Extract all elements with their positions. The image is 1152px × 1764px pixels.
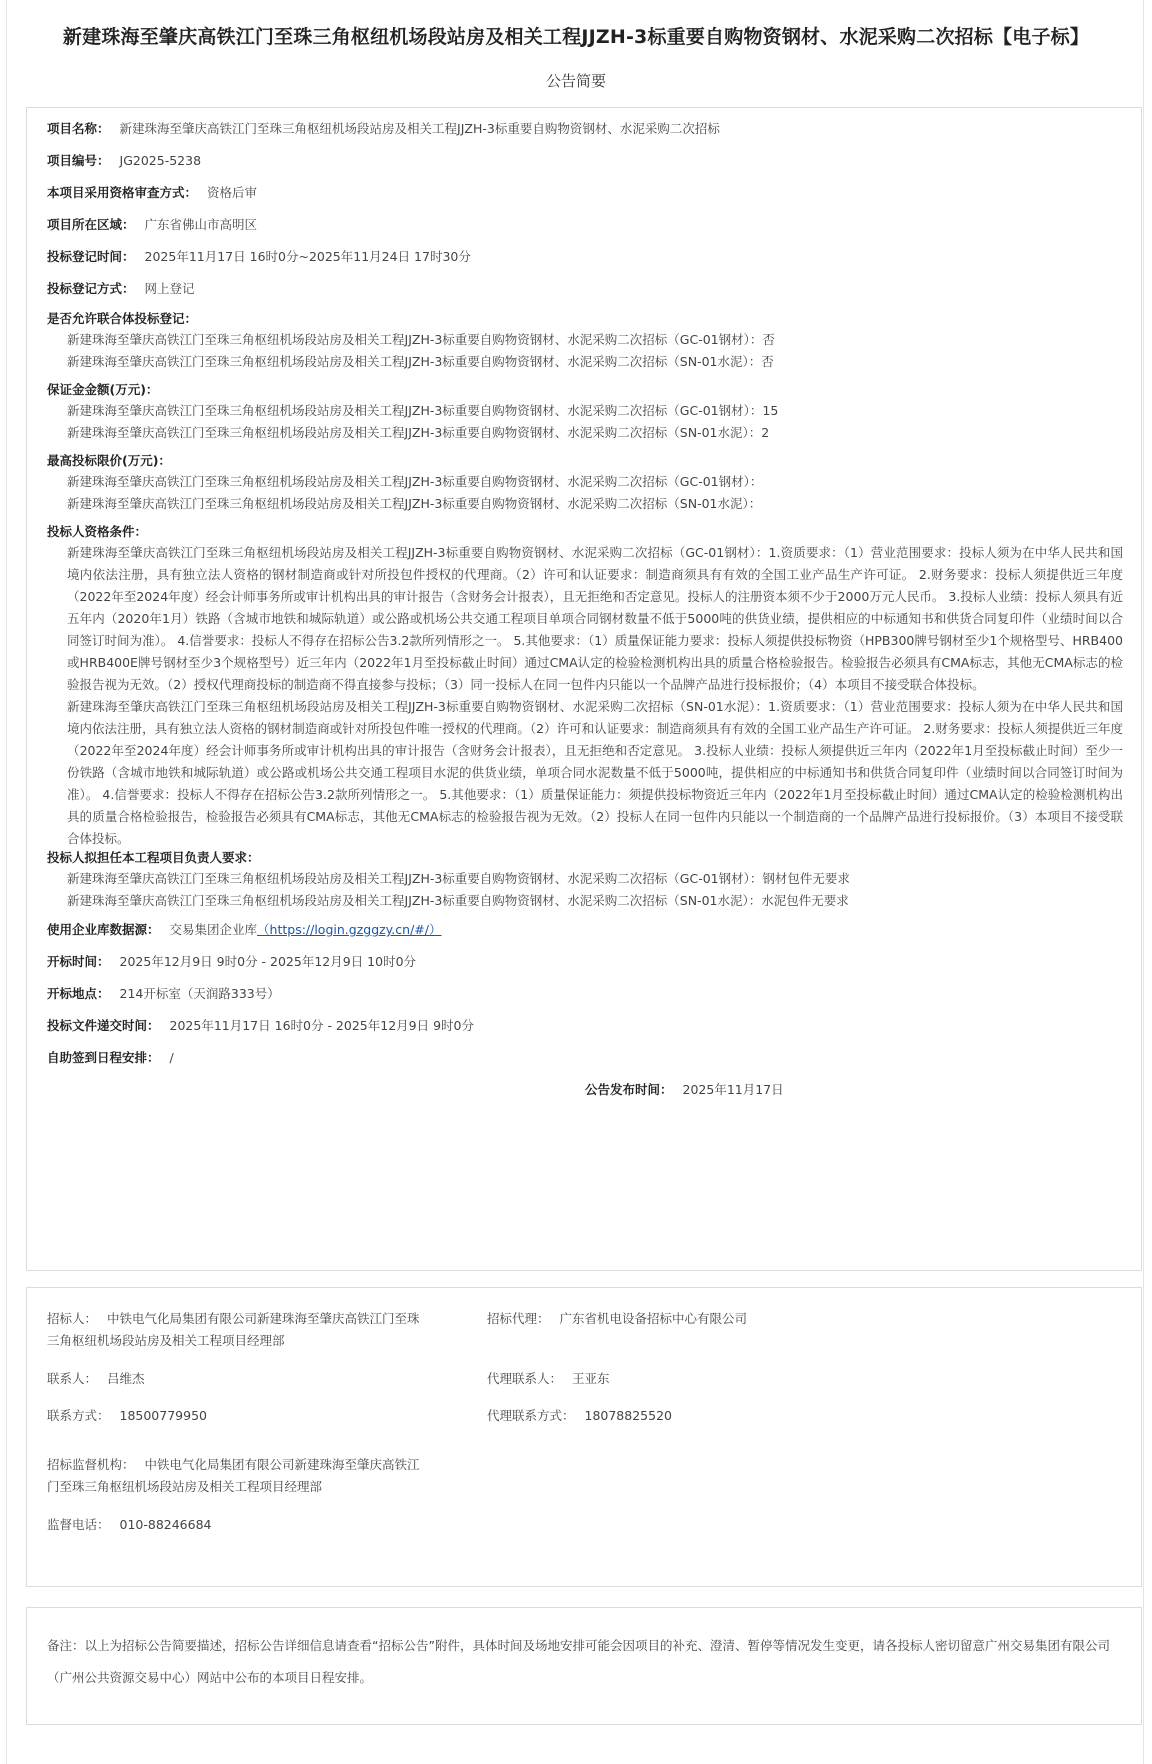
submit-time-row bbox=[47, 1016, 474, 1034]
summary-panel bbox=[26, 107, 1142, 1271]
open-place-value: 214开标室（天润路333号） bbox=[119, 986, 280, 1001]
project-no-value: JG2025-5238 bbox=[119, 153, 202, 168]
tenderer bbox=[47, 1308, 467, 1352]
signin-row bbox=[47, 1048, 174, 1066]
open-place-label: 开标地点： bbox=[47, 986, 110, 1001]
contact-label: 联系人： bbox=[47, 1371, 98, 1386]
contacts-panel bbox=[26, 1287, 1142, 1587]
phone-label: 联系方式： bbox=[47, 1408, 110, 1423]
contact-value: 吕维杰 bbox=[107, 1371, 145, 1386]
submit-time-value: 2025年11月17日 16时0分 - 2025年12月9日 9时0分 bbox=[169, 1018, 474, 1033]
signin-value: / bbox=[169, 1050, 174, 1065]
publish-value: 2025年11月17日 bbox=[682, 1082, 784, 1097]
agent-contact-label: 代理联系人： bbox=[487, 1371, 563, 1386]
region-row bbox=[47, 215, 257, 233]
register-method-value: 网上登记 bbox=[144, 281, 195, 296]
qualification-review-row bbox=[47, 183, 257, 201]
note-panel bbox=[26, 1607, 1142, 1725]
open-time-label: 开标时间： bbox=[47, 954, 110, 969]
supervisor-phone-value: 010-88246684 bbox=[119, 1517, 212, 1532]
supervisor-phone bbox=[47, 1514, 212, 1536]
pm-requirement-label: 投标人拟担任本工程项目负责人要求： bbox=[47, 850, 260, 865]
max-price-item: 新建珠海至肇庆高铁江门至珠三角枢纽机场段站房及相关工程JJZH-3标重要自购物资钢材、水泥采购二次招标（SN-01水泥）： bbox=[67, 496, 762, 511]
supervisor-phone-label: 监督电话： bbox=[47, 1517, 110, 1532]
tenderer-value-line1: 中铁电气化局集团有限公司新建珠海至肇庆高铁江门至珠 bbox=[107, 1311, 420, 1326]
pm-requirement-item: 新建珠海至肇庆高铁江门至珠三角枢纽机场段站房及相关工程JJZH-3标重要自购物资钢材、水泥采购二次招标（SN-01水泥）：水泥包件无要求 bbox=[67, 893, 849, 908]
supervisor-value-line1: 中铁电气化局集团有限公司新建珠海至肇庆高铁江 bbox=[144, 1457, 420, 1472]
agent-contact-value: 王亚东 bbox=[572, 1371, 610, 1386]
submit-time-label: 投标文件递交时间： bbox=[47, 1018, 160, 1033]
register-time-value: 2025年11月17日 16时0分~2025年11月24日 17时30分 bbox=[144, 249, 471, 264]
supervisor-label: 招标监督机构： bbox=[47, 1457, 135, 1472]
note-text: 备注：以上为招标公告简要描述，招标公告详细信息请查看“招标公告”附件，具体时间及场地安排可能会因项目的补充、澄清、暂停等情况发生变更，请各投标人密切留意广州交易集团有限公司（广州公共资源交易中心）网站中公布的本项目日程安排。 bbox=[47, 1638, 1110, 1685]
agent-value: 广东省机电设备招标中心有限公司 bbox=[559, 1311, 748, 1326]
consortium-block bbox=[47, 309, 1123, 373]
pm-requirement-block bbox=[47, 848, 1123, 912]
agent-phone-value: 18078825520 bbox=[584, 1408, 672, 1423]
project-no-label: 项目编号： bbox=[47, 153, 110, 168]
bidder-qualification-block bbox=[47, 522, 1123, 850]
agent bbox=[487, 1308, 747, 1330]
deposit-item: 新建珠海至肇庆高铁江门至珠三角枢纽机场段站房及相关工程JJZH-3标重要自购物资钢材、水泥采购二次招标（GC-01钢材）：15 bbox=[67, 403, 779, 418]
publish-label: 公告发布时间： bbox=[585, 1082, 673, 1097]
db-source-value: 交易集团企业库 bbox=[169, 922, 258, 937]
supervisor-value-line2: 门至珠三角枢纽机场段站房及相关工程项目经理部 bbox=[47, 1479, 323, 1494]
open-time-value: 2025年12月9日 9时0分 - 2025年12月9日 10时0分 bbox=[119, 954, 417, 969]
qualification-review-label: 本项目采用资格审查方式： bbox=[47, 185, 198, 200]
pm-requirement-item: 新建珠海至肇庆高铁江门至珠三角枢纽机场段站房及相关工程JJZH-3标重要自购物资钢材、水泥采购二次招标（GC-01钢材）：钢材包件无要求 bbox=[67, 871, 850, 886]
db-source-label: 使用企业库数据源： bbox=[47, 922, 160, 937]
qualification-review-value: 资格后审 bbox=[207, 185, 258, 200]
deposit-item: 新建珠海至肇庆高铁江门至珠三角枢纽机场段站房及相关工程JJZH-3标重要自购物资钢材、水泥采购二次招标（SN-01水泥）：2 bbox=[67, 425, 770, 440]
db-source-row bbox=[47, 920, 441, 938]
bidder-qualification-item: 新建珠海至肇庆高铁江门至珠三角枢纽机场段站房及相关工程JJZH-3标重要自购物资钢材、水泥采购二次招标（GC-01钢材）：1.资质要求：（1）营业范围要求：投标人须为在中华人民共和国境内依法注册，具有独立法人资格的钢材制造商或针对所投包件授权的代理商。（2）许可和认证要求：制造商须具有有效的全国工业产品生产许可证。 2.财务要求：投标人须提供近三年度（2022年至2024年度）经会计师事务所或审计机构出具的审计报告（含财务会计报表），且无拒绝和否定意见。投标人的注册资本须不少于2000万元人民币。 3.投标人业绩：投标人须具有近五年内（2020年1月）铁路（含城市地铁和城际轨道）或公路或机场公共交通工程项目单项合同钢材数量不低于5000吨的供货业绩，提供相应的中标通知书和供货合同复印件（业绩时间以合同签订时间为准）。 4.信誉要求：投标人不得存在招标公告3.2款所列情形之一。 5.其他要求：（1）质量保证能力要求：投标人须提供投标物资（HPB300牌号钢材至少1个规格型号、HRB400或HRB400E牌号钢材至少3个规格型号）近三年内（2022年1月至投标截止时间）通过CMA认定的检验检测机构出具的质量合格检验报告。检验报告必须具有CMA标志，其他无CMA标志的检验报告视为无效。（2）授权代理商投标的制造商不得直接参与投标；（3）同一投标人在同一包件内只能以一个品牌产品进行投标报价；（4）本项目不接受联合体投标。 bbox=[67, 545, 1123, 692]
signin-label: 自助签到日程安排： bbox=[47, 1050, 160, 1065]
max-price-item: 新建珠海至肇庆高铁江门至珠三角枢纽机场段站房及相关工程JJZH-3标重要自购物资钢材、水泥采购二次招标（GC-01钢材）： bbox=[67, 474, 763, 489]
agent-phone-label: 代理联系方式： bbox=[487, 1408, 575, 1423]
register-method-label: 投标登记方式： bbox=[47, 281, 135, 296]
tenderer-value-line2: 三角枢纽机场段站房及相关工程项目经理部 bbox=[47, 1333, 285, 1348]
consortium-item: 新建珠海至肇庆高铁江门至珠三角枢纽机场段站房及相关工程JJZH-3标重要自购物资钢材、水泥采购二次招标（SN-01水泥）：否 bbox=[67, 354, 774, 369]
publish-row bbox=[585, 1080, 784, 1098]
agent-label: 招标代理： bbox=[487, 1311, 550, 1326]
region-label: 项目所在区域： bbox=[47, 217, 135, 232]
open-time-row bbox=[47, 952, 416, 970]
max-price-block bbox=[47, 451, 1123, 515]
register-method-row bbox=[47, 279, 195, 297]
region-value: 广东省佛山市高明区 bbox=[144, 217, 258, 232]
bidder-qualification-item: 新建珠海至肇庆高铁江门至珠三角枢纽机场段站房及相关工程JJZH-3标重要自购物资钢材、水泥采购二次招标（SN-01水泥）：1.资质要求：（1）营业范围要求：投标人须为在中华人民共和国境内依法注册，具有独立法人资格的钢材制造商或针对所投包件唯一授权的代理商。（2）许可和认证要求：制造商须具有有效的全国工业产品生产许可证。 2.财务要求：投标人须提供近三年度（2022年至2024年度）经会计师事务所或审计机构出具的审计报告（含财务会计报表），且无拒绝和否定意见。 3.投标人业绩：投标人须提供近三年内（2022年1月至投标截止时间）至少一份铁路（含城市地铁和城际轨道）或公路或机场公共交通工程项目水泥的供货业绩，单项合同水泥数量不低于5000吨，提供相应的中标通知书和供货合同复印件（业绩时间以合同签订时间为准）。 4.信誉要求：投标人不得存在招标公告3.2款所列情形之一。 5.其他要求：（1）质量保证能力：须提供投标物资近三年内（2022年1月至投标截止时间）通过CMA认定的检验检测机构出具的质量合格检验报告，检验报告必须具有CMA标志，其他无CMA标志的检验报告视为无效。（2）投标人在同一包件内只能以一个制造商的一个品牌产品进行投标报价。（3）本项目不接受联合体投标。 bbox=[67, 699, 1123, 846]
register-time-row bbox=[47, 247, 471, 265]
consortium-label: 是否允许联合体投标登记： bbox=[47, 311, 198, 326]
deposit-block bbox=[47, 380, 1123, 444]
project-no-row bbox=[47, 151, 201, 169]
project-name-row bbox=[47, 119, 720, 137]
consortium-item: 新建珠海至肇庆高铁江门至珠三角枢纽机场段站房及相关工程JJZH-3标重要自购物资钢材、水泥采购二次招标（GC-01钢材）：否 bbox=[67, 332, 775, 347]
page-title: 新建珠海至肇庆高铁江门至珠三角枢纽机场段站房及相关工程JJZH-3标重要自购物资钢材、水泥采购二次招标【电子标】 bbox=[62, 26, 1090, 48]
contact bbox=[47, 1368, 145, 1390]
supervisor bbox=[47, 1454, 467, 1498]
deposit-label: 保证金金额(万元)： bbox=[47, 382, 159, 397]
page-subtitle: 公告简要 bbox=[545, 72, 606, 90]
project-name-value: 新建珠海至肇庆高铁江门至珠三角枢纽机场段站房及相关工程JJZH-3标重要自购物资钢材、水泥采购二次招标 bbox=[119, 121, 720, 136]
register-time-label: 投标登记时间： bbox=[47, 249, 135, 264]
max-price-label: 最高投标限价(万元)： bbox=[47, 453, 171, 468]
open-place-row bbox=[47, 984, 280, 1002]
bidder-qualification-label: 投标人资格条件： bbox=[47, 524, 148, 539]
agent-contact bbox=[487, 1368, 610, 1390]
tenderer-label: 招标人： bbox=[47, 1311, 98, 1326]
db-source-link[interactable]: （https://login.gzggzy.cn/#/） bbox=[257, 922, 442, 937]
project-name-label: 项目名称： bbox=[47, 121, 110, 136]
phone bbox=[47, 1405, 207, 1427]
agent-phone bbox=[487, 1405, 672, 1427]
phone-value: 18500779950 bbox=[119, 1408, 207, 1423]
